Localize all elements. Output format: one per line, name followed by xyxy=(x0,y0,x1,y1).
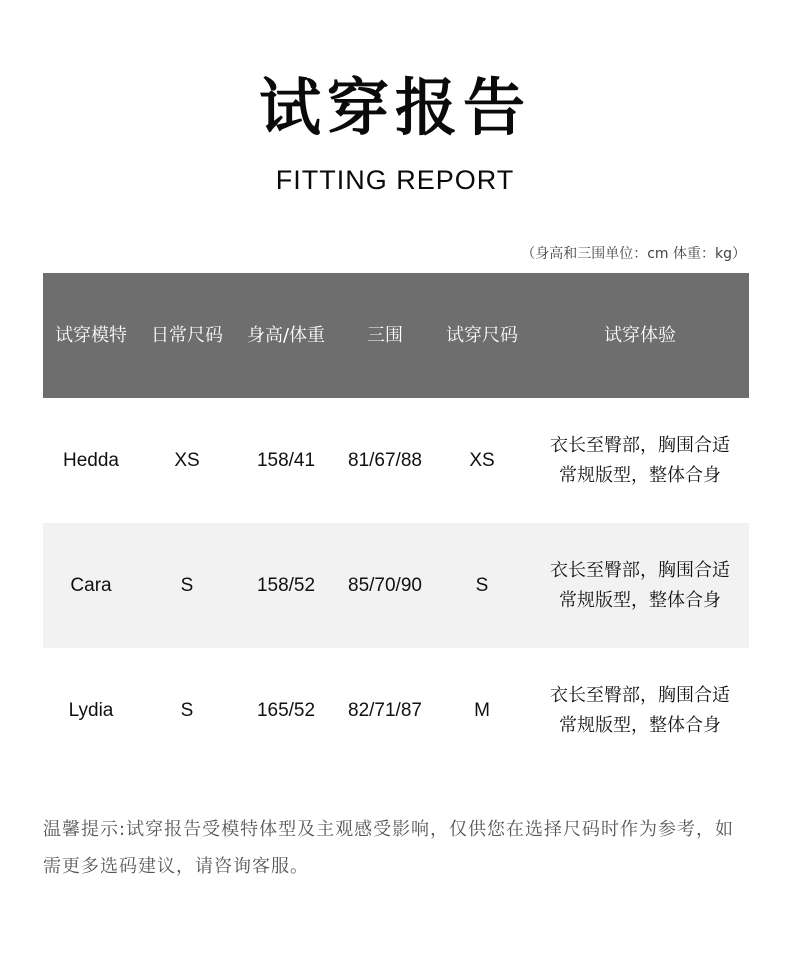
cell-measurements: 85/70/90 xyxy=(348,574,422,596)
experience-line-2: 常规版型，整体合身 xyxy=(559,464,721,486)
cell-measurements: 82/71/87 xyxy=(348,699,422,721)
header-measurements: 三围 xyxy=(367,324,403,346)
table-row xyxy=(43,523,749,648)
cell-measurements: 81/67/88 xyxy=(348,449,422,471)
cell-experience xyxy=(531,556,749,616)
cell-height-weight: 165/52 xyxy=(256,699,316,721)
cell-experience xyxy=(531,681,749,741)
table-header-row xyxy=(43,273,749,398)
cell-daily-size: S xyxy=(180,574,194,596)
cell-trial-size: XS xyxy=(469,449,495,471)
page-subtitle: FITTING REPORT xyxy=(275,165,515,195)
experience-line-1: 衣长至臀部，胸围合适 xyxy=(550,684,730,706)
experience-line-1: 衣长至臀部，胸围合适 xyxy=(550,434,730,456)
experience-line-1: 衣长至臀部，胸围合适 xyxy=(550,559,730,581)
fitting-table xyxy=(43,273,749,773)
table-row xyxy=(43,648,749,773)
header-height-weight: 身高/体重 xyxy=(246,324,326,346)
fitting-tip: 温馨提示:试穿报告受模特体型及主观感受影响，仅供您在选择尺码时作为参考，如需更多选码建议，请咨询客服。 xyxy=(43,819,735,877)
page-title: 试穿报告 xyxy=(258,71,531,144)
cell-height-weight: 158/41 xyxy=(256,449,316,471)
header-model: 试穿模特 xyxy=(55,324,127,346)
cell-model: Hedda xyxy=(63,449,119,471)
cell-model: Lydia xyxy=(68,699,114,721)
unit-note: （身高和三围单位：cm 体重：kg） xyxy=(521,246,746,262)
cell-daily-size: S xyxy=(180,699,194,721)
experience-line-2: 常规版型，整体合身 xyxy=(559,589,721,611)
cell-trial-size: M xyxy=(474,699,490,721)
header-daily-size: 日常尺码 xyxy=(151,324,223,346)
cell-trial-size: S xyxy=(475,574,489,596)
header-experience: 试穿体验 xyxy=(604,324,676,346)
cell-experience xyxy=(531,431,749,491)
cell-daily-size: XS xyxy=(174,449,200,471)
experience-line-2: 常规版型，整体合身 xyxy=(559,714,721,736)
cell-height-weight: 158/52 xyxy=(256,574,316,596)
table-row xyxy=(43,398,749,523)
header-trial-size: 试穿尺码 xyxy=(446,324,518,346)
cell-model: Cara xyxy=(70,574,112,596)
